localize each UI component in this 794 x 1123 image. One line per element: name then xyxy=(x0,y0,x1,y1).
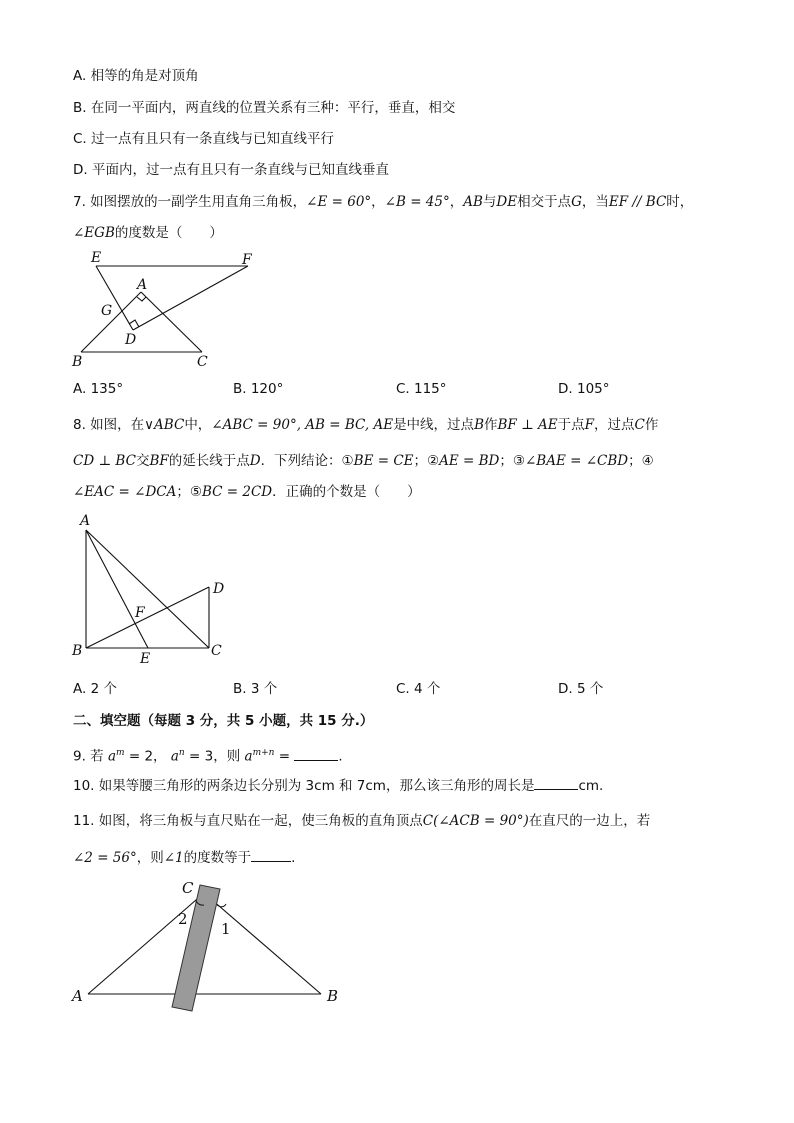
q7-option-a: A. 135° xyxy=(73,381,124,397)
q11-label-c: C xyxy=(182,879,194,897)
q10-stem: 10. 如果等腰三角形的两条边长分别为 3cm 和 7cm，那么该三角形的周长是 cm. xyxy=(73,775,603,796)
q8-label-e: E xyxy=(140,651,151,667)
q8-option-d: D. 5 个 xyxy=(558,681,604,697)
q7-stem-line2: ∠EGB的度数是（ ） xyxy=(73,225,223,241)
q11-label-1: 1 xyxy=(221,920,231,938)
q7-label-c: C xyxy=(197,354,208,370)
q11-label-b: B xyxy=(327,987,339,1005)
q6-option-b: B. 在同一平面内，两直线的位置关系有三种：平行，垂直，相交 xyxy=(73,100,456,116)
q7-stem-line1: 7. 如图摆放的一副学生用直角三角板，∠E = 60°，∠B = 45°，AB与DE相交于点G，当EF // BC时， xyxy=(73,194,694,210)
q8-stem-line3: ∠EAC = ∠DCA；⑤BC = 2CD．正确的个数是（ ） xyxy=(73,484,421,500)
q11-label-2: 2 xyxy=(178,910,188,928)
q7-label-d: D xyxy=(125,332,137,348)
q8-label-c: C xyxy=(211,643,222,659)
q8-stem-line2: CD ⊥ BC交BF的延长线于点D．下列结论：①BE = CE；②AE = BD；③∠BAE = ∠CBD；④ xyxy=(73,453,654,469)
q7-label-b: B xyxy=(72,354,83,370)
q11-label-a: A xyxy=(72,987,83,1005)
q11-segment-cb xyxy=(204,893,321,994)
q7-label-a: A xyxy=(137,277,148,293)
q11-stem-line2: ∠2 = 56°，则∠1的度数等于 . xyxy=(73,847,295,868)
q8-label-a: A xyxy=(80,513,91,529)
q6-option-c: C. 过一点有且只有一条直线与已知直线平行 xyxy=(73,131,335,147)
q8-option-a: A. 2 个 xyxy=(73,681,117,697)
q11-angle-1-arc xyxy=(217,904,226,907)
q6-option-d: D. 平面内，过一点有且只有一条直线与已知直线垂直 xyxy=(73,162,389,178)
q7-label-e: E xyxy=(91,250,102,266)
q8-label-d: D xyxy=(213,581,225,597)
q11-stem-line1: 11. 如图，将三角板与直尺贴在一起，使三角板的直角顶点C(∠ACB = 90°)在直尺的一边上，若 xyxy=(73,813,651,829)
q7-label-g: G xyxy=(101,303,113,319)
q8-label-f: F xyxy=(135,605,145,621)
q7-label-f: F xyxy=(242,252,252,268)
q7-option-c: C. 115° xyxy=(396,381,447,397)
q11-ruler xyxy=(172,885,220,1011)
q7-option-d: D. 105° xyxy=(558,381,610,397)
q8-stem-line1: 8. 如图，在∨ABC中，∠ABC = 90°, AB = BC, AE是中线，过点B作BF ⊥ AE于点F，过点C作 xyxy=(73,417,659,433)
q7-option-b: B. 120° xyxy=(233,381,284,397)
section-2-title: 二、填空题（每题 3 分，共 5 小题，共 15 分.） xyxy=(73,713,374,729)
q6-option-a: A. 相等的角是对顶角 xyxy=(73,68,199,84)
q8-option-c: C. 4 个 xyxy=(396,681,441,697)
q9-stem: 9. 若 $a^m = 2$， $a^n = 3$，则 $a^{m+n}$ = . xyxy=(73,743,343,767)
q8-label-b: B xyxy=(72,643,83,659)
q8-option-b: B. 3 个 xyxy=(233,681,278,697)
